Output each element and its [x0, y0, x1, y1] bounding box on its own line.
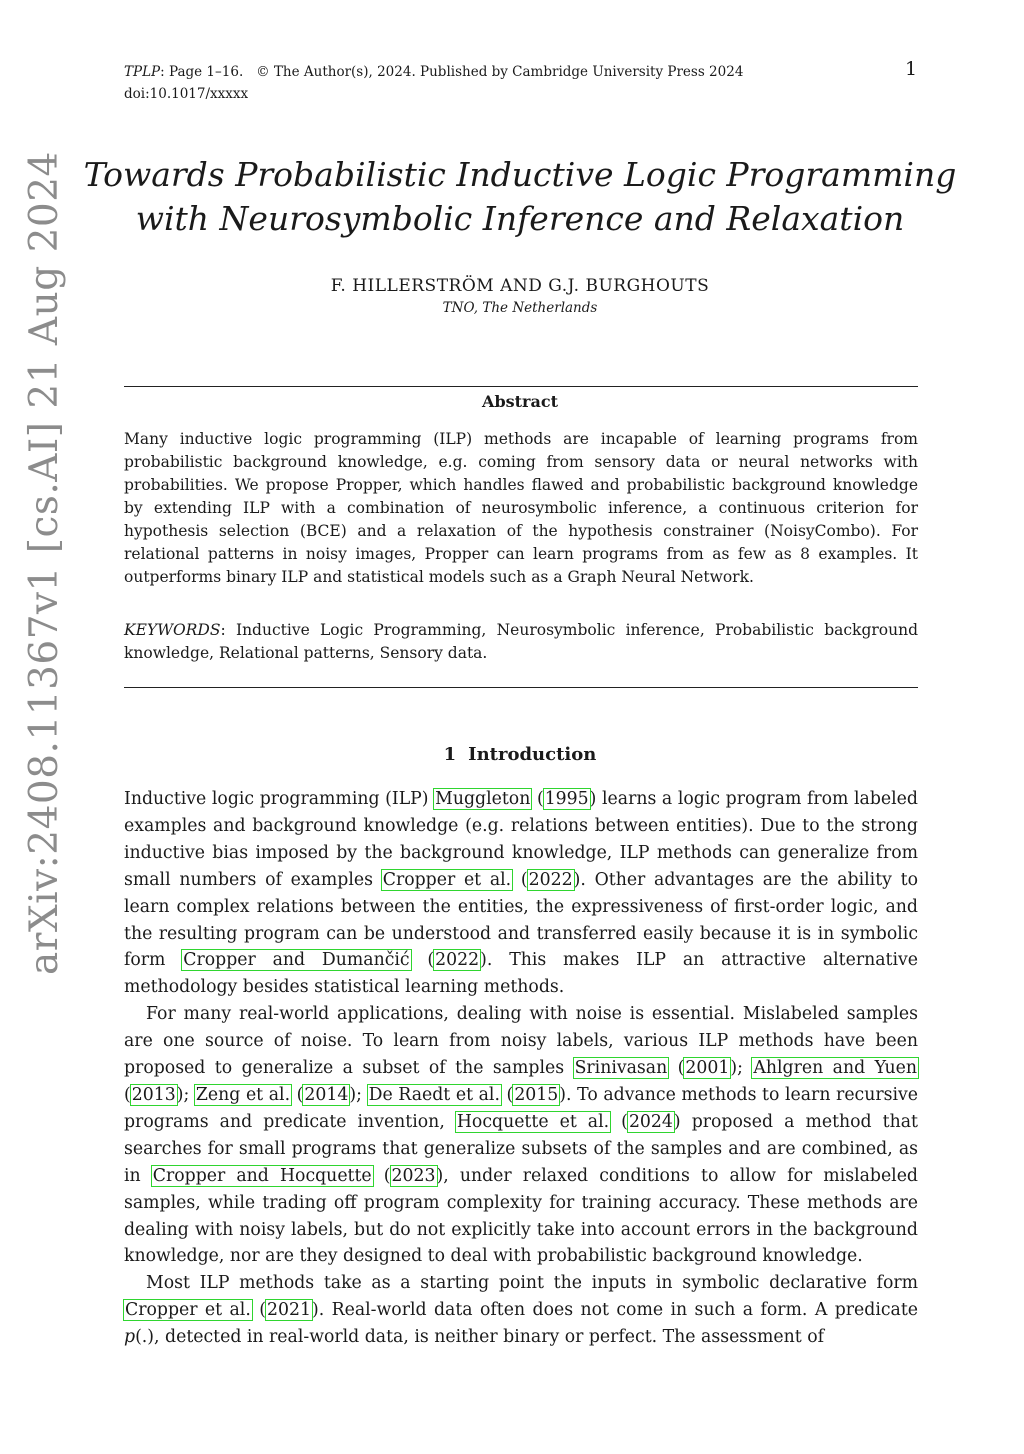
- title-line-2: with Neurosymbolic Inference and Relaxation: [135, 199, 905, 238]
- abstract-text: Many inductive logic programming (ILP) methods are incapable of learning programs from probabilistic background knowledge, e.g. coming from sensory data or neural networks with probabilities. We propose Propper, which handles flawed and probabilistic background knowledge by extending ILP with a combination of neurosymbolic inference, a continuous criterion for hypothesis selection (BCE) and a relaxation of the hypothesis constrainer (NoisyCombo). For relational patterns in noisy images, Propper can learn programs from as few as 8 examples. It outperforms binary ILP and statistical models such as a Graph Neural Network.: [124, 430, 918, 586]
- journal-name: TPLP: [124, 64, 161, 80]
- citation-year-link[interactable]: 2024: [628, 1111, 673, 1132]
- paper-title: [0, 153, 1024, 241]
- citation-link[interactable]: Zeng et al.: [195, 1084, 291, 1105]
- text-run: (: [251, 1300, 266, 1321]
- citation-link[interactable]: Cropper et al.: [382, 869, 512, 890]
- citation-link[interactable]: Srinivasan: [574, 1058, 668, 1079]
- text-run: (: [500, 1084, 514, 1105]
- section-number: 1: [443, 744, 457, 765]
- text-run: ). Other advantages are the ability to learn complex relations between the entities, the expressiveness of first-order logic, and the resulting program can be understood and transferred easily because it is in symbolic form: [124, 869, 918, 971]
- text-run: (: [410, 950, 435, 971]
- page-range: : Page 1–16.: [160, 64, 244, 80]
- paragraph: [124, 786, 918, 1001]
- text-run: (: [124, 1084, 131, 1105]
- text-run: ). Real-world data often does not come in such a form. A predicate: [311, 1300, 918, 1321]
- citation-link[interactable]: Hocquette et al.: [456, 1111, 610, 1132]
- text-run: (: [512, 869, 528, 890]
- text-run: ). To advance methods to learn recursive programs and predicate invention,: [124, 1084, 918, 1132]
- text-run: );: [176, 1084, 195, 1105]
- keywords-label: KEYWORDS: [124, 621, 221, 639]
- paragraph: [124, 1270, 918, 1351]
- citation-link[interactable]: Cropper and Hocquette: [152, 1165, 372, 1186]
- running-header: [124, 61, 743, 105]
- citation-link[interactable]: Cropper and Dumančić: [183, 950, 410, 971]
- section-title: Introduction: [468, 744, 597, 765]
- copyright-notice: © The Author(s), 2024. Published by Cambridge University Press 2024: [256, 64, 744, 80]
- keywords-text: : Inductive Logic Programming, Neurosymbolic inference, Probabilistic background knowledge, Relational patterns, Sensory data.: [124, 621, 918, 662]
- keywords: [124, 619, 918, 665]
- affiliation: TNO, The Netherlands: [442, 300, 598, 316]
- text-run: ) learns a logic program from labeled examples and background knowledge (e.g. relations between entities). Due to the strong inductive bias imposed by the background knowledge, ILP methods can generalize from small numbers of examples: [124, 789, 918, 890]
- text-run: Most ILP methods take as a starting point the inputs in symbolic declarative form: [146, 1273, 918, 1294]
- citation-year-link[interactable]: 2015: [514, 1084, 559, 1105]
- citation-link[interactable]: Ahlgren and Yuen: [753, 1058, 917, 1079]
- text-run: (: [531, 789, 544, 809]
- section-heading: [0, 744, 1024, 765]
- citation-year-link[interactable]: 2013: [131, 1084, 176, 1105]
- abstract-top-rule: [124, 386, 918, 387]
- text-run: ) proposed a method that searches for small programs that generalize subsets of the samples and are combined, as in: [124, 1111, 918, 1186]
- citation-year-link[interactable]: 1995: [544, 789, 589, 809]
- abstract-heading: Abstract: [482, 392, 558, 411]
- page-number: 1: [905, 58, 918, 80]
- citation-year-link[interactable]: 2001: [685, 1058, 730, 1079]
- text-run: ), under relaxed conditions to allow for mislabeled samples, while trading off program complexity for training accuracy. These methods are dealing with noisy labels, but do not explicitly take into account errors in the background knowledge, nor are they designed to deal with probabilistic background knowledge.: [124, 1165, 918, 1267]
- doi[interactable]: doi:10.1017/xxxxx: [124, 86, 249, 102]
- citation-link[interactable]: De Raedt et al.: [368, 1084, 500, 1105]
- citation-year-link[interactable]: 2023: [391, 1165, 436, 1186]
- paragraph: [124, 1001, 918, 1270]
- citation-year-link[interactable]: 2021: [266, 1300, 311, 1321]
- text-run: Inductive logic programming (ILP): [124, 789, 435, 809]
- text-run: (: [610, 1111, 628, 1132]
- text-run: (: [372, 1165, 391, 1186]
- math-symbol: p: [124, 1327, 136, 1348]
- citation-year-link[interactable]: 2022: [528, 869, 573, 890]
- author-list: F. HILLERSTRÖM AND G.J. BURGHOUTS: [330, 276, 710, 296]
- text-run: (: [668, 1058, 685, 1079]
- title-line-1: Towards Probabilistic Inductive Logic Programming: [83, 155, 957, 194]
- text-run: );: [349, 1084, 368, 1105]
- citation-year-link[interactable]: 2014: [304, 1084, 349, 1105]
- text-run: For many real-world applications, dealing with noise is essential. Mislabeled samples are one source of noise. To learn from noisy labels, various ILP methods have been proposed to generalize a subset of the samples: [124, 1004, 918, 1079]
- citation-link[interactable]: Cropper et al.: [125, 1300, 251, 1321]
- abstract-bottom-rule: [124, 687, 918, 688]
- citation-year-link[interactable]: 2022: [435, 950, 480, 971]
- introduction-body: [124, 786, 918, 1351]
- text-run: ). This makes ILP an attractive alternative methodology besides statistical learning methods.: [124, 950, 918, 998]
- text-run: (: [291, 1084, 304, 1105]
- text-run: );: [730, 1058, 753, 1079]
- text-run: (.), detected in real-world data, is neither binary or perfect. The assessment of: [135, 1327, 825, 1348]
- citation-link[interactable]: Muggleton: [435, 789, 531, 809]
- arxiv-identifier[interactable]: arXiv:2408.11367v1 [cs.AI] 21 Aug 2024: [22, 151, 67, 975]
